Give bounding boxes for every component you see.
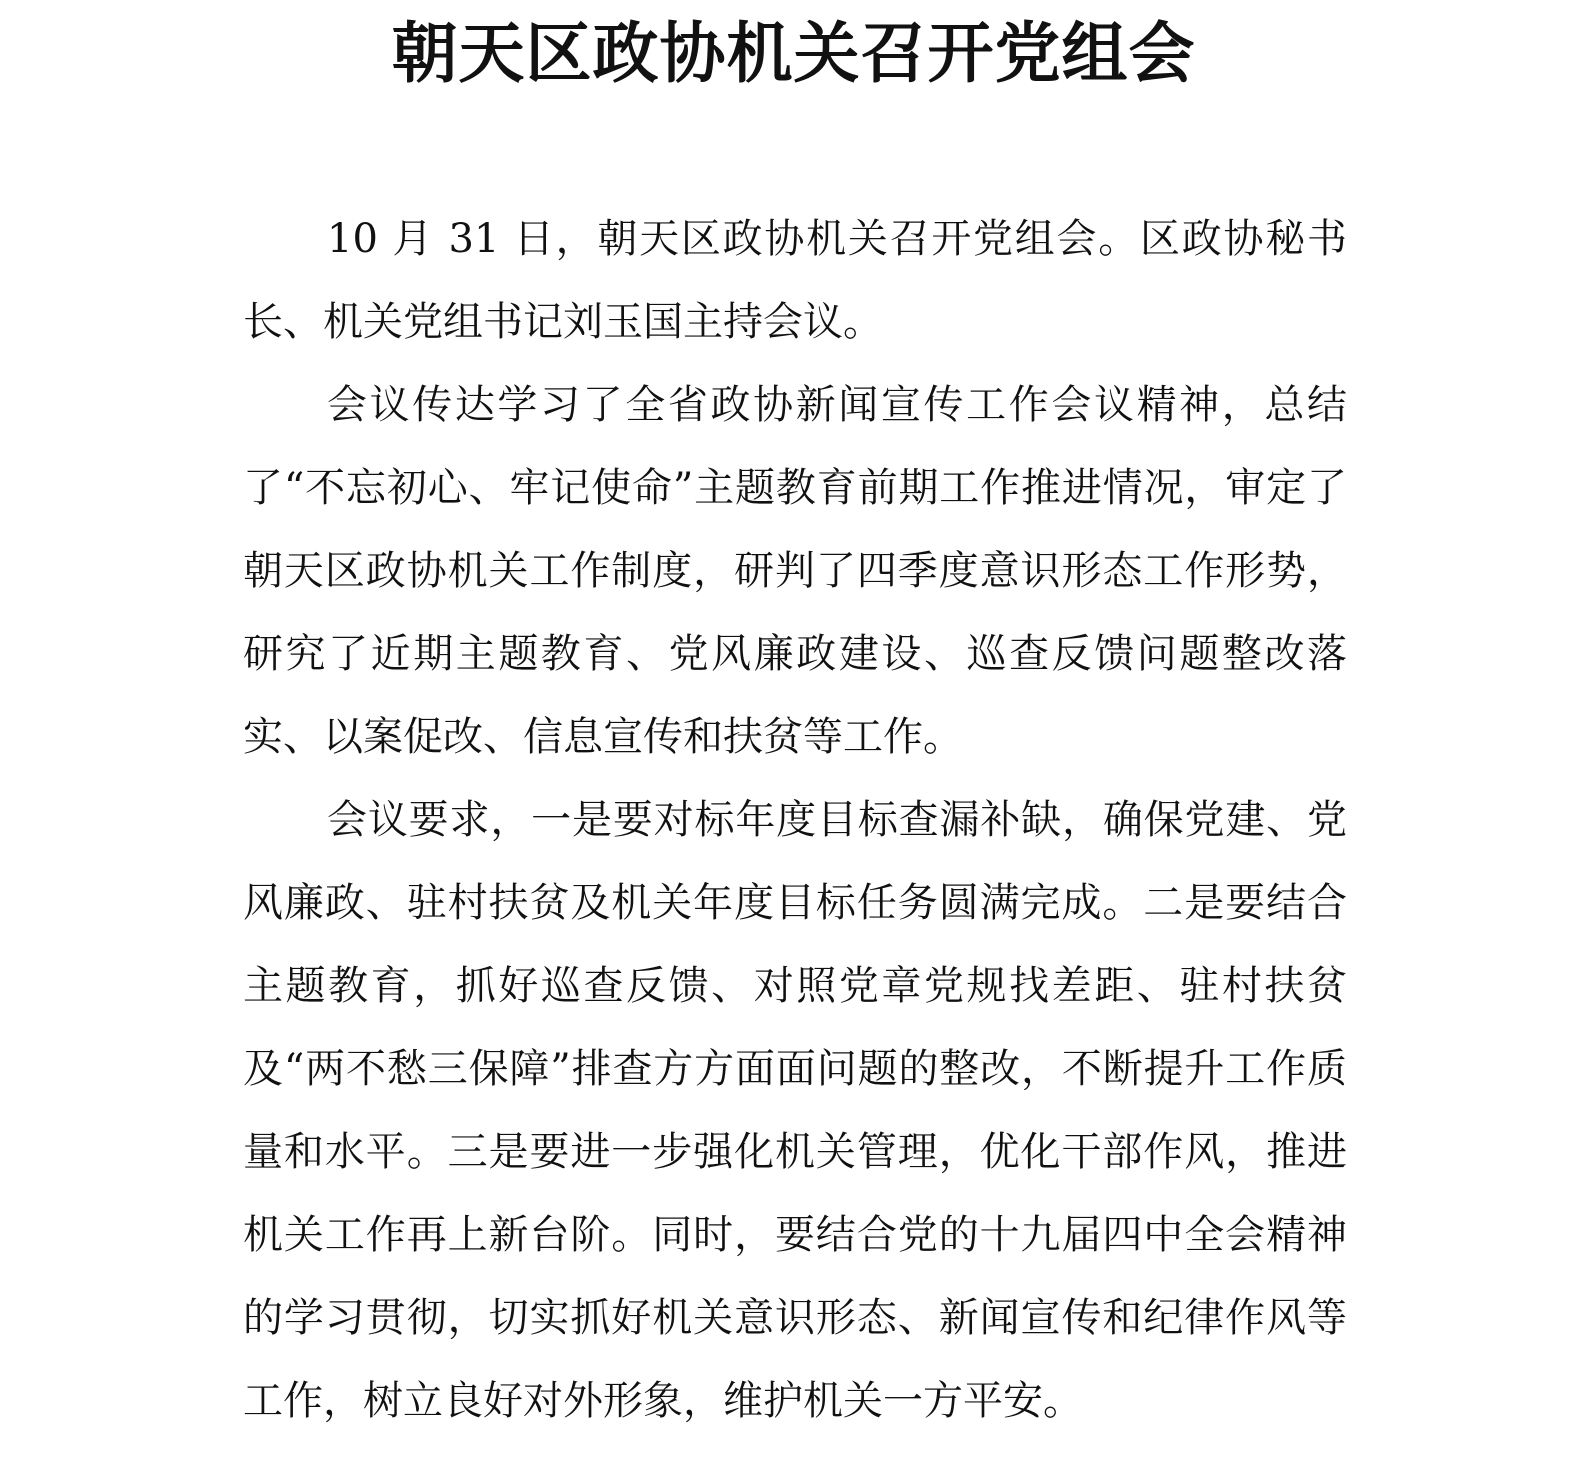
- paragraph-3: 会议要求，一是要对标年度目标查漏补缺，确保党建、党风廉政、驻村扶贫及机关年度目标任务圆满完成。二是要结合主题教育，抓好巡查反馈、对照党章党规找差距、驻村扶贫及“两不愁三保障”排查方方面面问题的整改，不断提升工作质量和水平。三是要进一步强化机关管理，优化干部作风，推进机关工作再上新台阶。同时，要结合党的十九届四中全会精神的学习贯彻，切实抓好机关意识形态、新闻宣传和纪律作风等工作，树立良好对外形象，维护机关一方平安。: [243, 797, 1347, 1424]
- paragraph-2: 会议传达学习了全省政协新闻宣传工作会议精神，总结了“不忘初心、牢记使命”主题教育前期工作推进情况，审定了朝天区政协机关工作制度，研判了四季度意识形态工作形势，研究了近期主题教育、党风廉政建设、巡查反馈问题整改落实、以案促改、信息宣传和扶贫等工作。: [243, 382, 1347, 760]
- document-title: 朝天区政协机关召开党组会: [391, 14, 1196, 92]
- document-body: [243, 198, 1347, 1443]
- paragraph-1: 10 月 31 日，朝天区政协机关召开党组会。区政协秘书长、机关党组书记刘玉国主持会议。: [243, 216, 1347, 345]
